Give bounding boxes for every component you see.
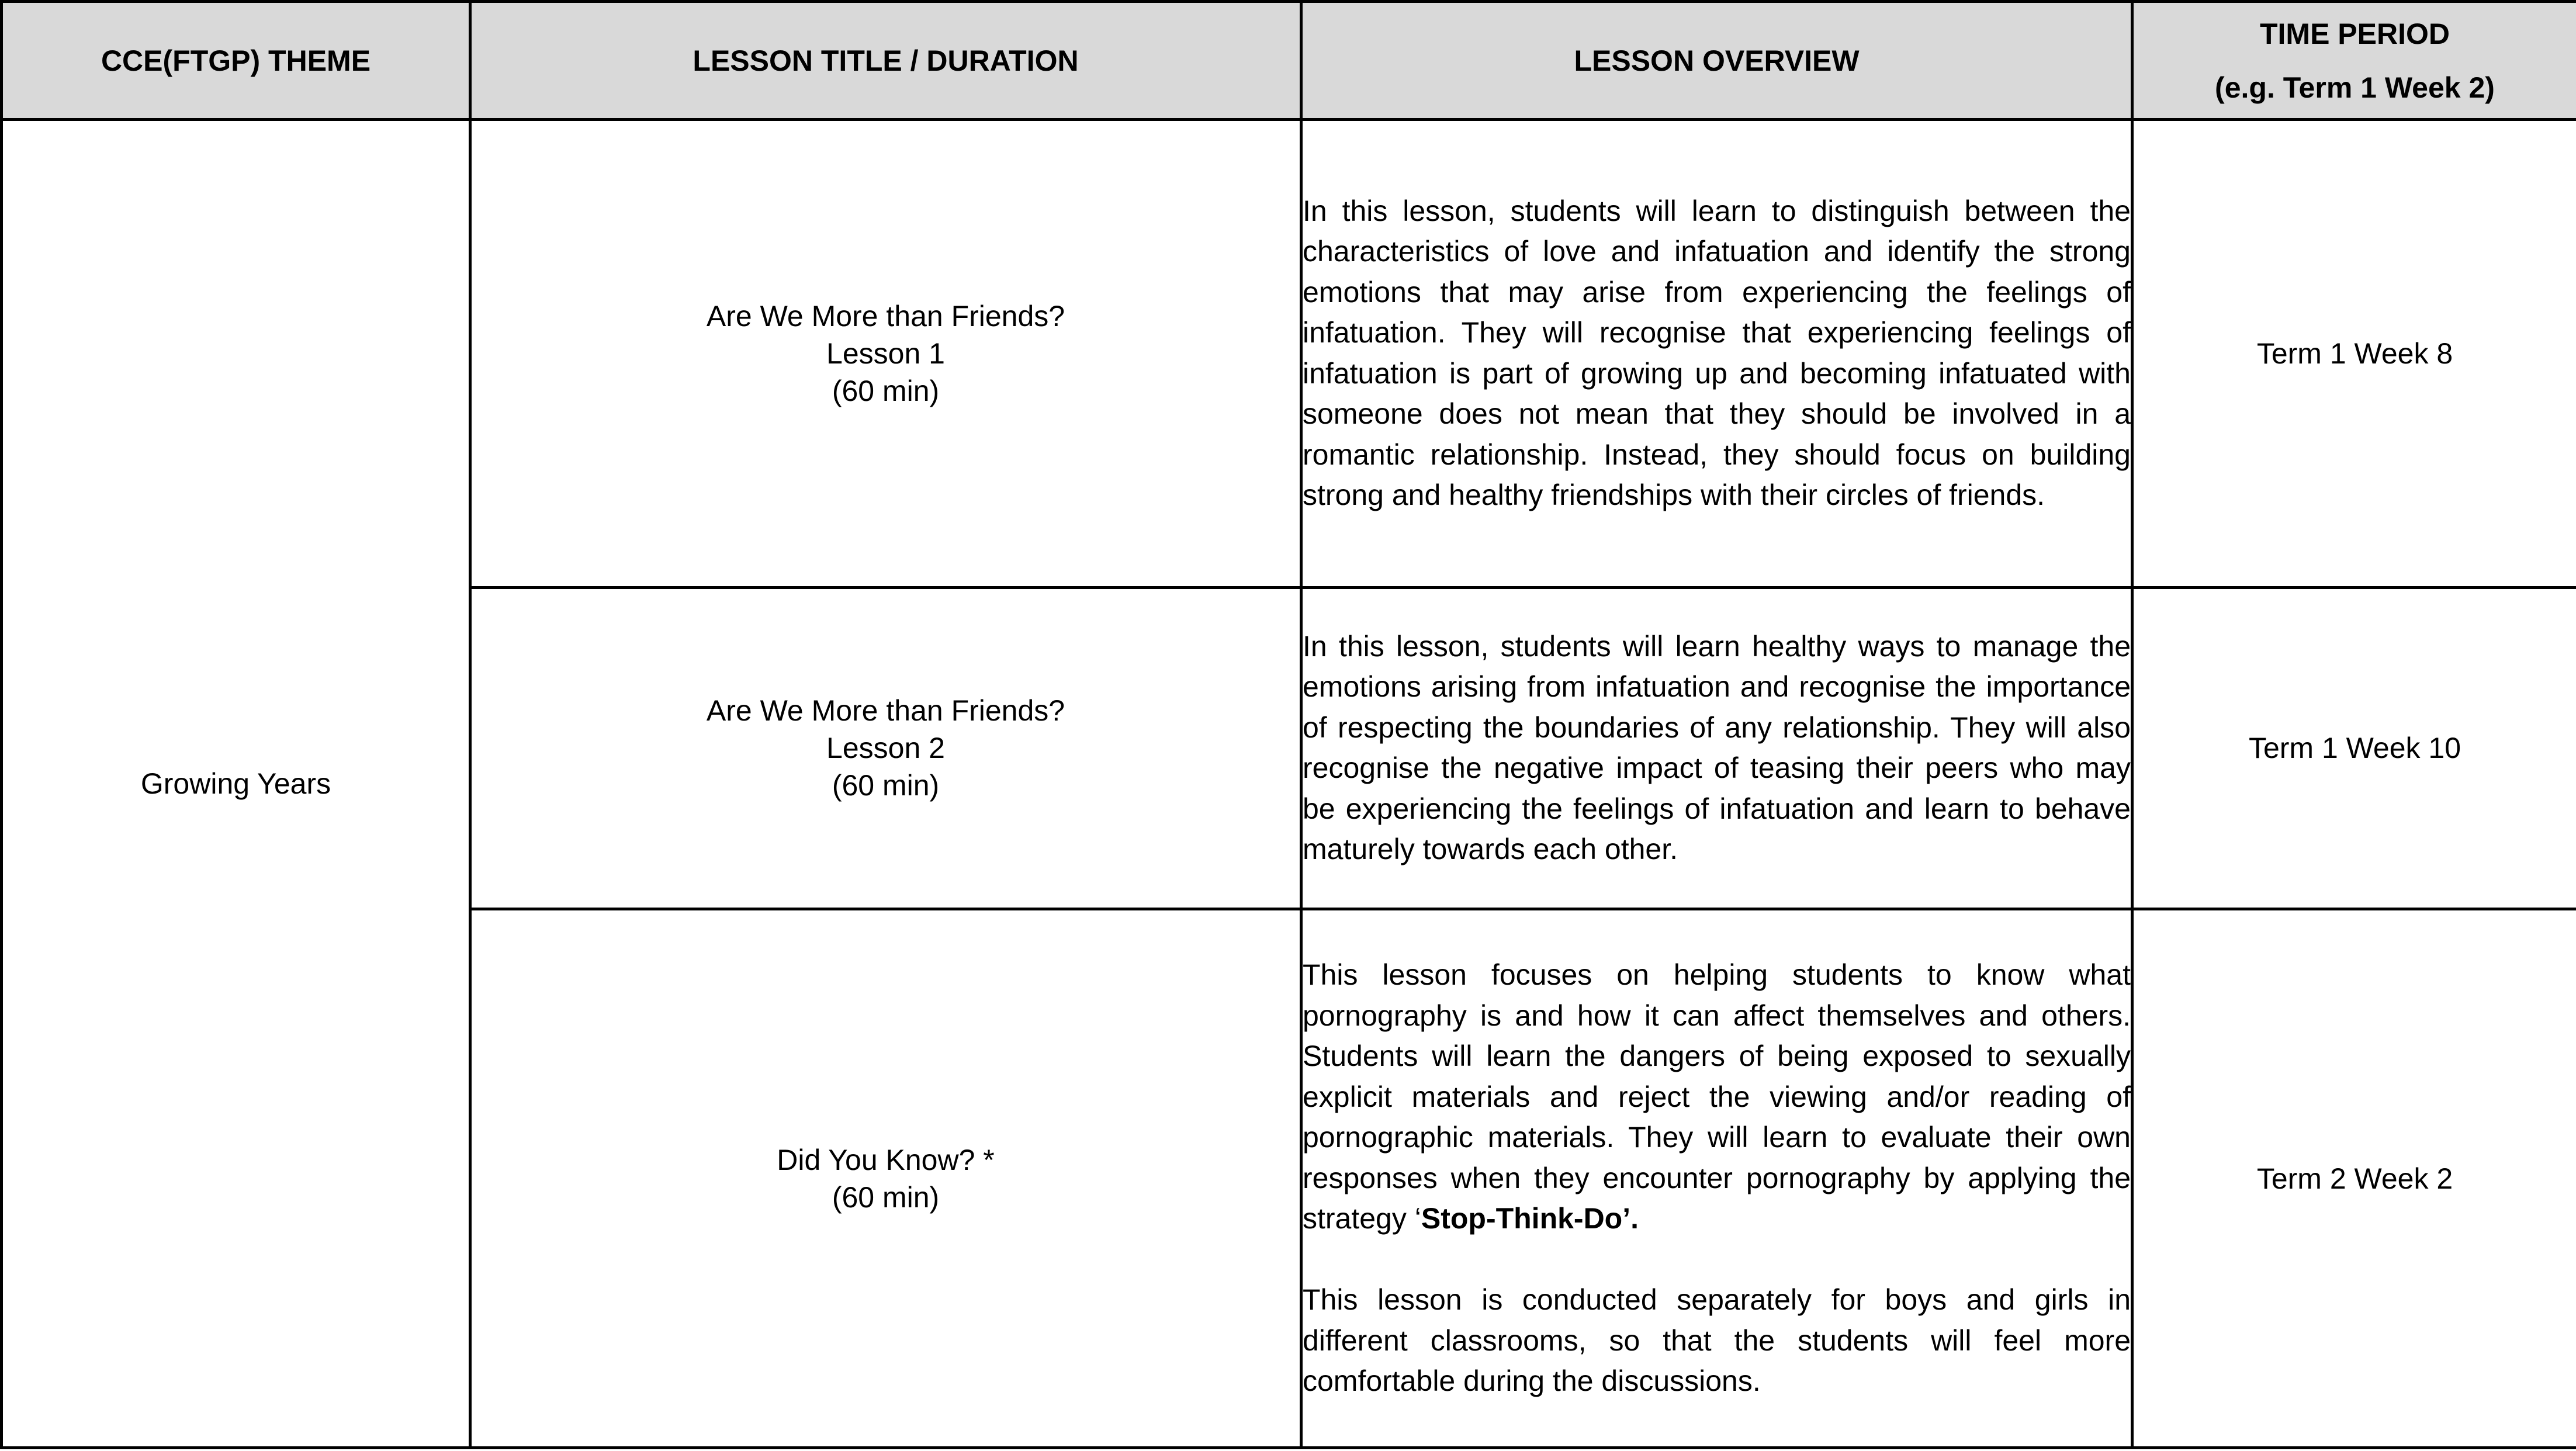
lesson-title-cell <box>470 587 1301 909</box>
header-overview: LESSON OVERVIEW <box>1301 2 2132 120</box>
lesson-title: Are We More than Friends? <box>706 694 1065 728</box>
lesson-overview-cell <box>1301 587 2132 909</box>
theme-cell: Growing Years <box>2 120 470 1448</box>
header-time-period-line2: (e.g. Term 1 Week 2) <box>2215 71 2495 104</box>
time-period-cell: Term 2 Week 2 <box>2132 909 2576 1448</box>
header-row <box>2 2 2576 120</box>
lesson-duration: (60 min) <box>832 769 940 802</box>
strategy-name: Stop-Think-Do’. <box>1421 1202 1639 1235</box>
header-time-period-line1: TIME PERIOD <box>2259 17 2450 50</box>
lesson-overview-text: This lesson focuses on helping students to know what pornography is and how it can affect themselves and others. Students will learn the dangers of being exposed to sexually explicit materials and reject the viewing and/or reading of pornographic materials. They will learn to evaluate their own responses when they encounter pornography by applying the strategy ‘ <box>1303 958 2131 1235</box>
lesson-number: Lesson 2 <box>826 732 945 765</box>
lesson-overview-text: In this lesson, students will learn healthy ways to manage the emotions arising from infatuation and recognise the importance of respecting the boundaries of any relationship. They will also recognise the negative impact of teasing their peers who may be experiencing the feelings of infatuation and learn to behave maturely towards each other. <box>1303 629 2131 866</box>
header-time-period <box>2132 2 2576 120</box>
time-period-cell: Term 1 Week 8 <box>2132 120 2576 588</box>
lesson-duration: (60 min) <box>832 1180 940 1214</box>
lesson-title-cell <box>470 909 1301 1448</box>
time-period-cell: Term 1 Week 10 <box>2132 587 2576 909</box>
lesson-overview-text: In this lesson, students will learn to distinguish between the characteristics of love and infatuation and identify the strong emotions that may arise from experiencing the feelings of infatuation. They will recognise that experiencing feelings of infatuation is part of growing up and becoming infatuated with someone does not mean that they should be involved in a romantic relationship. Instead, they should focus on building strong and healthy friendships with their circles of friends. <box>1303 194 2131 512</box>
lesson-overview-cell <box>1301 909 2132 1448</box>
lesson-overview-cell <box>1301 120 2132 588</box>
lesson-number: Lesson 1 <box>826 337 945 370</box>
lesson-title: Are We More than Friends? <box>706 299 1065 333</box>
header-theme: CCE(FTGP) THEME <box>2 2 470 120</box>
header-lesson-title: LESSON TITLE / DURATION <box>470 2 1301 120</box>
lesson-title: Did You Know? * <box>777 1143 995 1176</box>
lesson-overview-paragraph-1 <box>1303 955 2131 1239</box>
table-row <box>2 120 2576 588</box>
lesson-duration: (60 min) <box>832 374 940 407</box>
lesson-title-cell <box>470 120 1301 588</box>
lesson-overview-paragraph-2: This lesson is conducted separately for boys and girls in different classrooms, so that the students will feel more comfortable during the discussions. <box>1303 1283 2131 1398</box>
